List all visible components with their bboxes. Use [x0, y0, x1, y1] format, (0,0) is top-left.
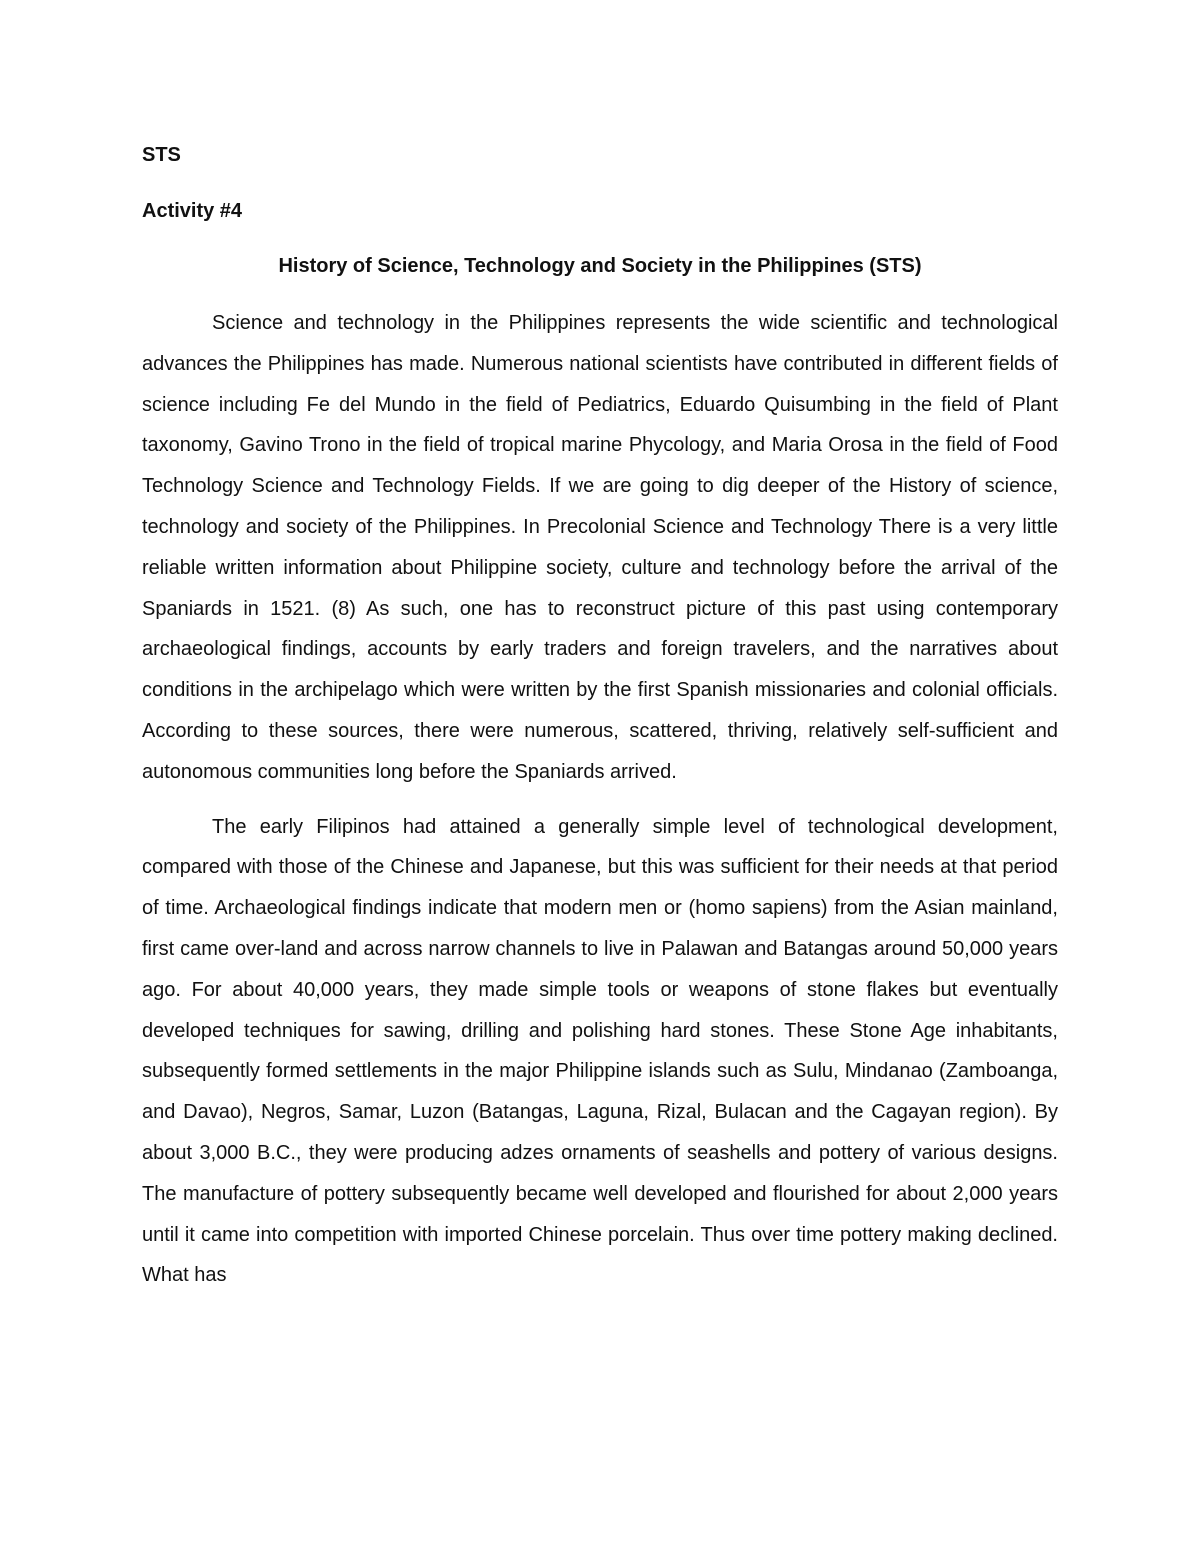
subject-heading: STS: [142, 144, 181, 166]
paragraph-2: The early Filipinos had attained a generally simple level of technological development, compared with those of the Chinese and Japanese, but this was sufficient for their needs at that period of time. Archaeological findings indicate that modern men or (homo sapiens) from the Asian mainland, first came over-land and across narrow channels to live in Palawan and Batangas around 50,000 years ago. For about 40,000 years, they made simple tools or weapons of stone flakes but eventually developed techniques for sawing, drilling and polishing hard stones. These Stone Age inhabitants, subsequently formed settlements in the major Philippine islands such as Sulu, Mindanao (Zamboanga, and Davao), Negros, Samar, Luzon (Batangas, Laguna, Rizal, Bulacan and the Cagayan region). By about 3,000 B.C., they were producing adzes ornaments of seashells and pottery of various designs. The manufacture of pottery subsequently became well developed and flourished for about 2,000 years until it came into competition with imported Chinese porcelain. Thus over time pottery making declined. What has: [142, 815, 1058, 1287]
document-body: [142, 140, 1058, 1296]
paragraph-1: Science and technology in the Philippines represents the wide scientific and technological advances the Philippines has made. Numerous national scientists have contributed in different fields of science including Fe del Mundo in the field of Pediatrics, Eduardo Quisumbing in the field of Plant taxonomy, Gavino Trono in the field of tropical marine Phycology, and Maria Orosa in the field of Food Technology Science and Technology Fields. If we are going to dig deeper of the History of science, technology and society of the Philippines. In Precolonial Science and Technology There is a very little reliable written information about Philippine society, culture and technology before the arrival of the Spaniards in 1521. (8) As such, one has to reconstruct picture of this past using contemporary archaeological findings, accounts by early traders and foreign travelers, and the narratives about conditions in the archipelago which were written by the first Spanish missionaries and colonial officials. According to these sources, there were numerous, scattered, thriving, relatively self-sufficient and autonomous communities long before the Spaniards arrived.: [142, 312, 1058, 783]
document-title: History of Science, Technology and Society in the Philippines (STS): [278, 255, 922, 277]
activity-heading: Activity #4: [142, 200, 243, 222]
